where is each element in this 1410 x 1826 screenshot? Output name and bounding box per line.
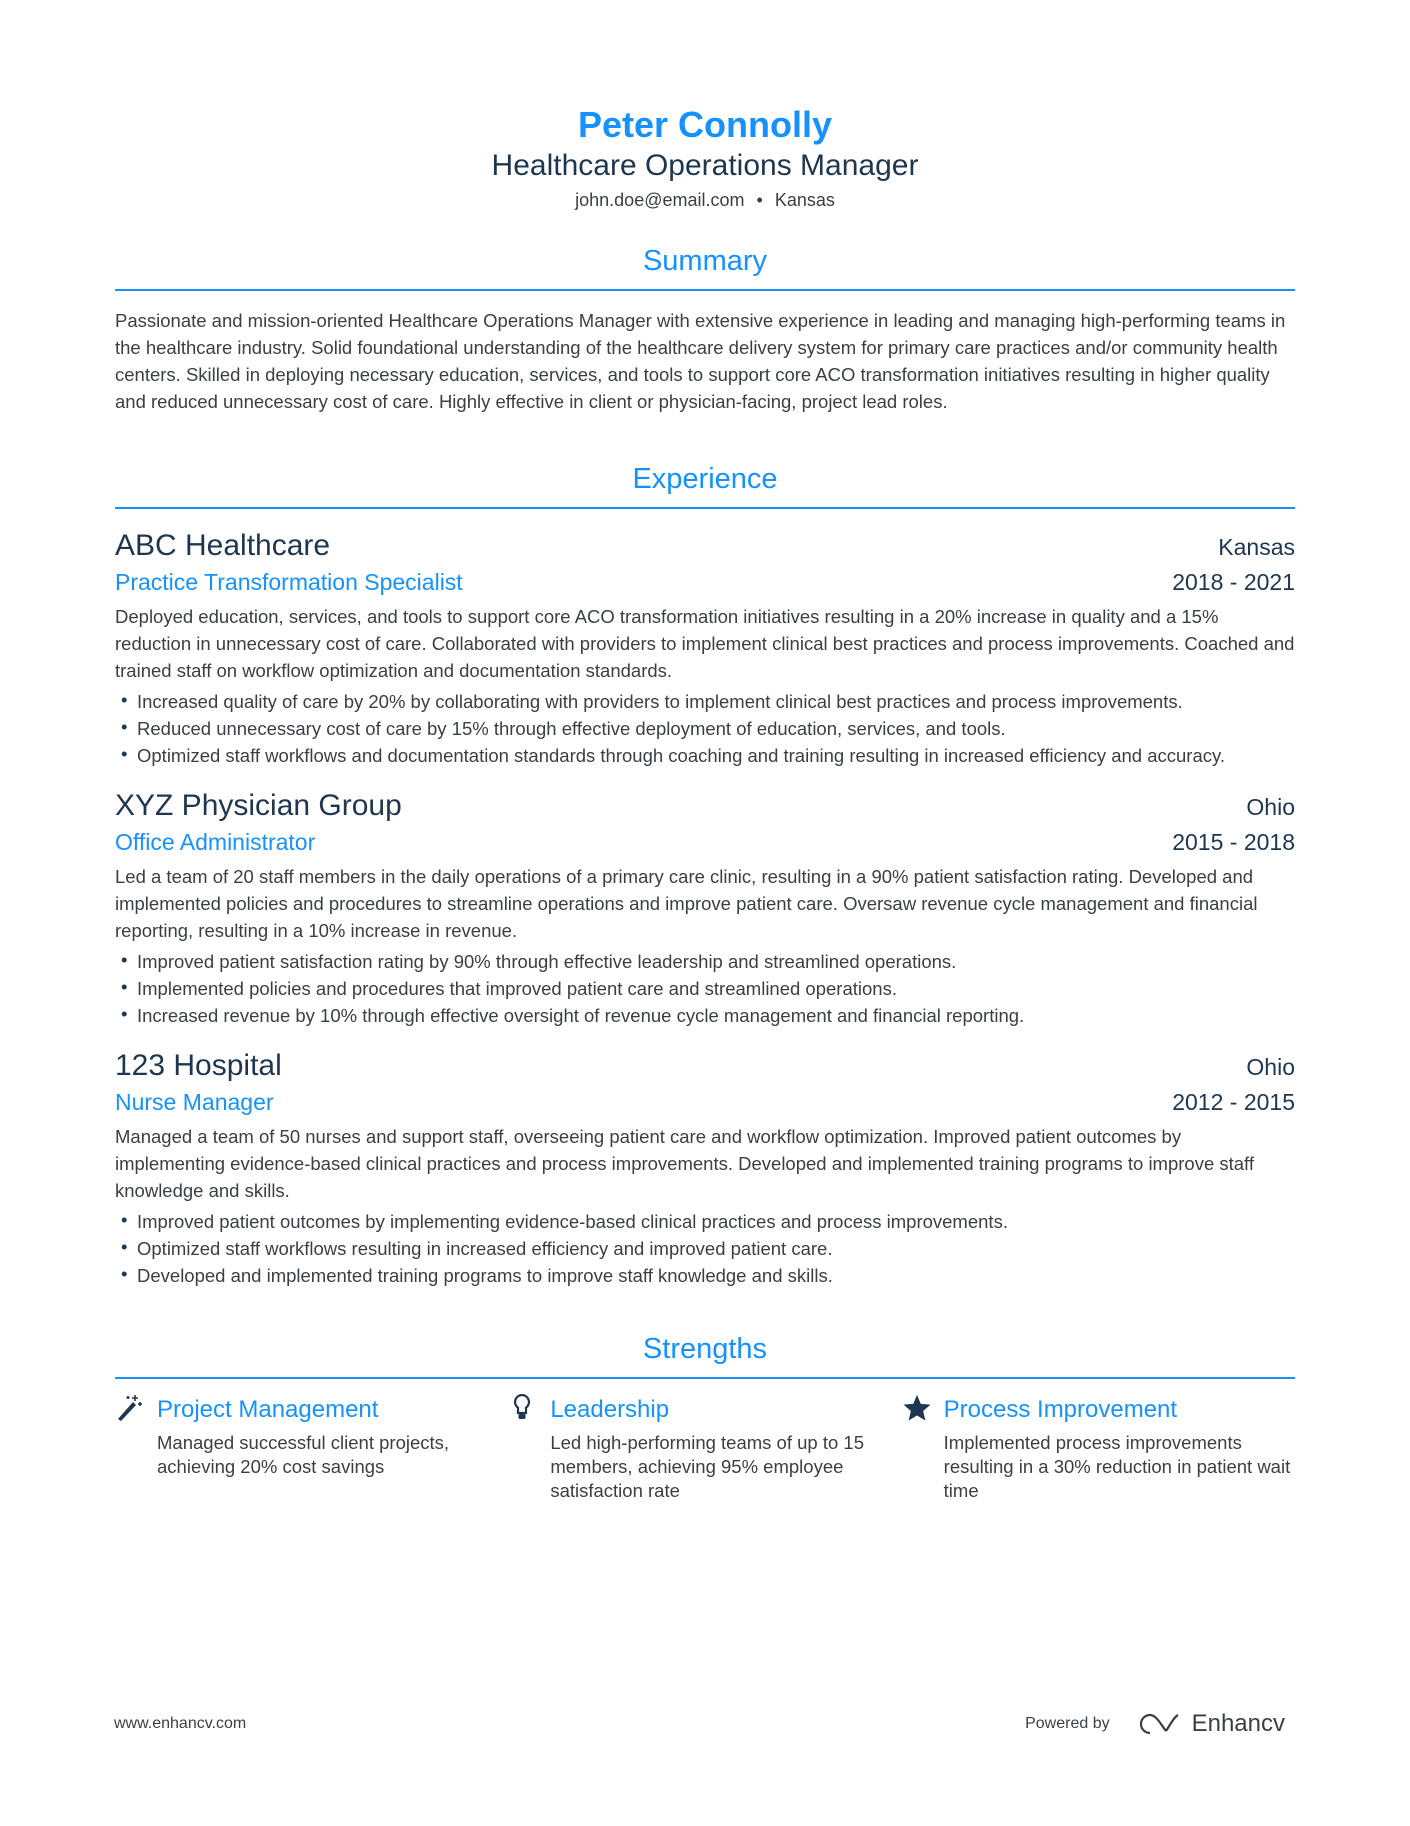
job-role: Practice Transformation Specialist xyxy=(115,569,463,595)
achievement-bullet: • Reduced unnecessary cost of care by 15% through effective deployment of education, services, and tools. xyxy=(115,715,1295,742)
summary-section xyxy=(115,241,1295,415)
star-icon xyxy=(902,1393,944,1503)
strength-title: Process Improvement xyxy=(943,1396,1178,1423)
achievement-bullet: • Optimized staff workflows resulting in increased efficiency and improved patient care. xyxy=(115,1235,1295,1262)
company-name: XYZ Physician Group xyxy=(115,789,402,822)
achievement-list xyxy=(115,688,1295,769)
job-dates: 2018 - 2021 xyxy=(1172,569,1295,595)
job-description: Led a team of 20 staff members in the daily operations of a primary care clinic, resulting in a 90% patient satisfaction rating. Developed and implemented policies and procedures to streamline operations and improve patient care. Oversaw revenue cycle management and financial reporting, resulting in a 10% increase in revenue. xyxy=(115,866,1258,941)
strength-item xyxy=(902,1393,1295,1503)
strengths-heading: Strengths xyxy=(115,1329,1295,1379)
achievement-bullet: • Increased revenue by 10% through effective oversight of revenue cycle management and financial reporting. xyxy=(115,1002,1295,1029)
experience-section xyxy=(115,459,1295,1289)
resume-page xyxy=(115,0,1295,1503)
strengths-section xyxy=(115,1329,1295,1503)
job-location: Ohio xyxy=(1246,1054,1295,1080)
website-link[interactable]: www.enhancv.com xyxy=(114,1715,247,1732)
candidate-name: Peter Connolly xyxy=(577,104,833,145)
achievement-bullet: • Increased quality of care by 20% by collaborating with providers to implement clinical best practices and process improvements. xyxy=(115,688,1295,715)
job-dates: 2012 - 2015 xyxy=(1172,1089,1295,1115)
job-entry xyxy=(115,527,1295,769)
job-dates: 2015 - 2018 xyxy=(1172,829,1295,855)
enhancv-logo[interactable] xyxy=(1136,1710,1285,1738)
summary-text: Passionate and mission-oriented Healthcare Operations Manager with extensive experience in leading and managing high-performing teams in the healthcare industry. Solid foundational understanding of the healthcare delivery system for primary care practices and/or community health centers. Skilled in deploying necessary education, services, and tools to support core ACO transformation initiatives resulting in higher quality and reduced unnecessary cost of care. Highly effective in client or physician-facing, project lead roles. xyxy=(115,310,1286,412)
job-description: Managed a team of 50 nurses and support staff, overseeing patient care and workflow optimization. Improved patient outcomes by implementing evidence-based clinical practices and process improvements. Developed and implemented training programs to improve staff knowledge and skills. xyxy=(115,1126,1255,1201)
email[interactable]: john.doe@email.com xyxy=(575,190,745,210)
separator: • xyxy=(756,190,763,210)
company-name: ABC Healthcare xyxy=(115,529,331,562)
strength-title: Leadership xyxy=(550,1396,670,1423)
strength-text: Led high-performing teams of up to 15 members, achieving 95% employee satisfaction rate xyxy=(550,1432,864,1501)
powered-by-label: Powered by xyxy=(1025,1715,1110,1732)
achievement-bullet: • Implemented policies and procedures that improved patient care and streamlined operations. xyxy=(115,975,1295,1002)
strength-item xyxy=(115,1393,508,1503)
job-description: Deployed education, services, and tools to support core ACO transformation initiatives resulting in a 20% increase in quality and a 15% reduction in unnecessary cost of care. Collaborated with providers to implement clinical best practices and process improvements. Coached and trained staff on workflow optimization and documentation standards. xyxy=(115,606,1295,681)
summary-heading: Summary xyxy=(115,241,1295,291)
brand-name: Enhancv xyxy=(1191,1710,1285,1737)
magic-wand-icon xyxy=(115,1393,157,1503)
achievement-bullet: • Improved patient satisfaction rating by 90% through effective leadership and streamlined operations. xyxy=(115,948,1295,975)
strength-text: Managed successful client projects, achieving 20% cost savings xyxy=(157,1432,450,1477)
resume-header xyxy=(115,0,1295,213)
achievement-list xyxy=(115,1208,1295,1289)
job-entry xyxy=(115,787,1295,1029)
company-name: 123 Hospital xyxy=(115,1049,282,1082)
lightbulb-icon xyxy=(508,1393,550,1503)
contact-line xyxy=(115,187,1295,213)
job-location: Kansas xyxy=(1218,534,1295,560)
job-role: Nurse Manager xyxy=(115,1089,274,1115)
experience-heading: Experience xyxy=(115,459,1295,509)
candidate-title: Healthcare Operations Manager xyxy=(491,149,919,182)
footer xyxy=(114,1710,1285,1738)
job-role: Office Administrator xyxy=(115,829,316,855)
location: Kansas xyxy=(774,190,835,210)
achievement-list xyxy=(115,948,1295,1029)
job-location: Ohio xyxy=(1246,794,1295,820)
achievement-bullet: • Developed and implemented training programs to improve staff knowledge and skills. xyxy=(115,1262,1295,1289)
achievement-bullet: • Optimized staff workflows and documentation standards through coaching and training resulting in increased efficiency and accuracy. xyxy=(115,742,1295,769)
achievement-bullet: • Improved patient outcomes by implementing evidence-based clinical practices and process improvements. xyxy=(115,1208,1295,1235)
strength-text: Implemented process improvements resulting in a 30% reduction in patient wait time xyxy=(943,1432,1291,1501)
enhancv-logo-icon xyxy=(1136,1712,1182,1736)
strength-title: Project Management xyxy=(157,1396,379,1423)
job-entry xyxy=(115,1047,1295,1289)
strength-item xyxy=(508,1393,901,1503)
